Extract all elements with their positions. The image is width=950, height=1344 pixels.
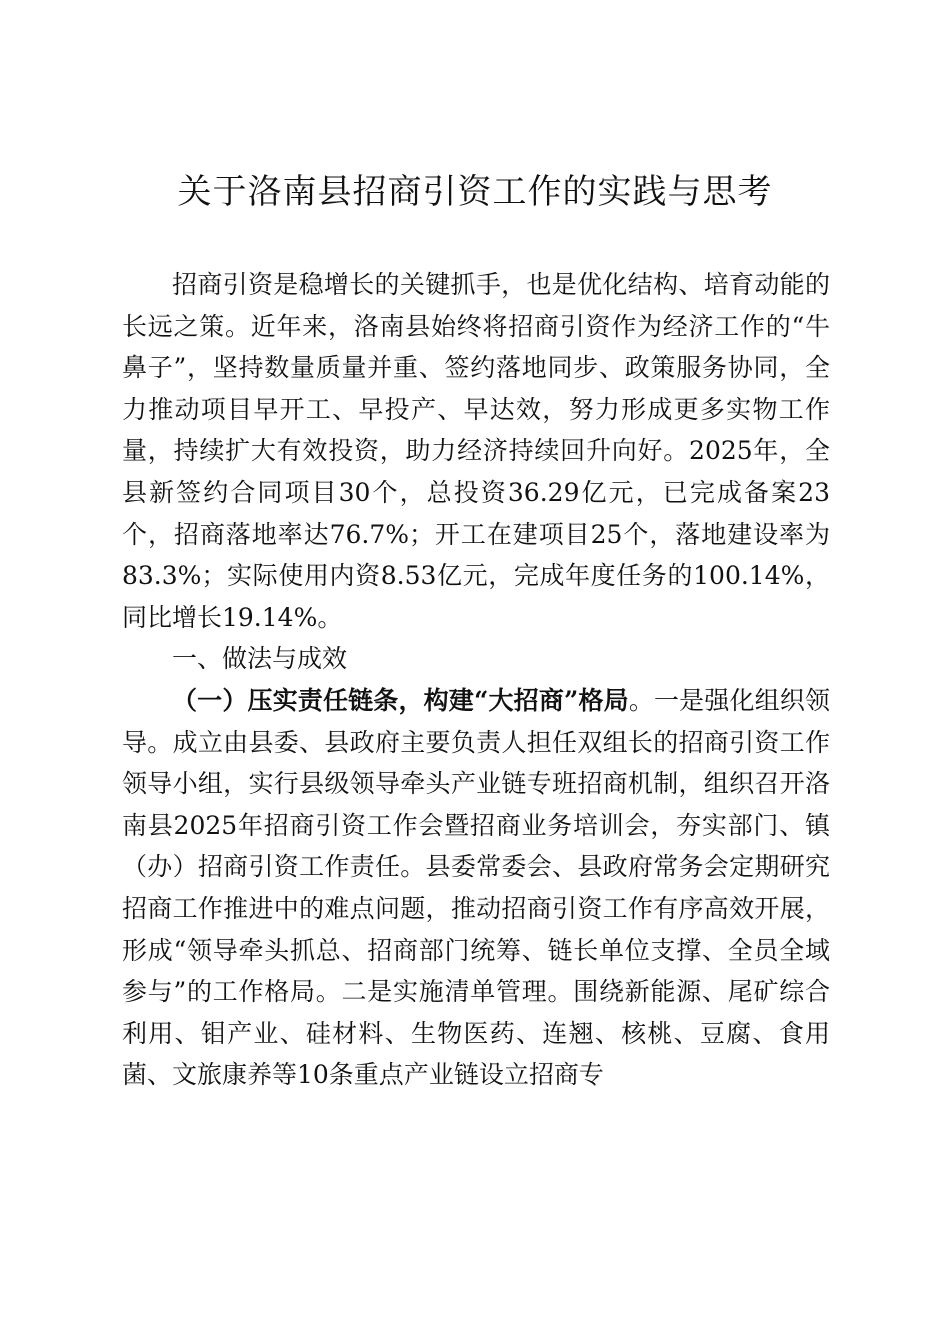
document-title: 关于洛南县招商引资工作的实践与思考 xyxy=(177,172,773,212)
subsection-body: 。一是强化组织领导。成立由县委、县政府主要负责人担任双组长的招商引资工作领导小组，实行县级领导牵头产业链专班招商机制，组织召开洛南县2025年招商引资工作会暨招商业务培训会，夯实部门、镇（办）招商引资工作责任。县委常委会、县政府常务会定期研究招商工作推进中的难点问题，推动招商引资工作有序高效开展，形成“领导牵头抓总、招商部门统筹、链长单位支撑、全员全域参与”的工作格局。二是实施清单管理。围绕新能源、尾矿综合利用、钼产业、硅材料、生物医药、连翘、核桃、豆腐、食用菌、文旅康养等10条重点产业链设立招商专 xyxy=(122,685,830,1090)
subsection-paragraph xyxy=(122,680,830,1096)
intro-paragraph: 招商引资是稳增长的关键抓手，也是优化结构、培育动能的长远之策。近年来，洛南县始终将招商引资作为经济工作的“牛鼻子”，坚持数量质量并重、签约落地同步、政策服务协同，全力推动项目早开工、早投产、早达效，努力形成更多实物工作量，持续扩大有效投资，助力经济持续回升向好。2025年，全县新签约合同项目30个，总投资36.29亿元，已完成备案23个，招商落地率达76.7%；开工在建项目25个，落地建设率为83.3%；实际使用内资8.53亿元，完成年度任务的100.14%，同比增长19.14%。 xyxy=(122,270,830,632)
document-body xyxy=(122,264,830,1096)
section-heading: 一、做法与成效 xyxy=(172,644,348,674)
subsection-lead: （一）压实责任链条，构建“大招商”格局 xyxy=(172,685,629,715)
